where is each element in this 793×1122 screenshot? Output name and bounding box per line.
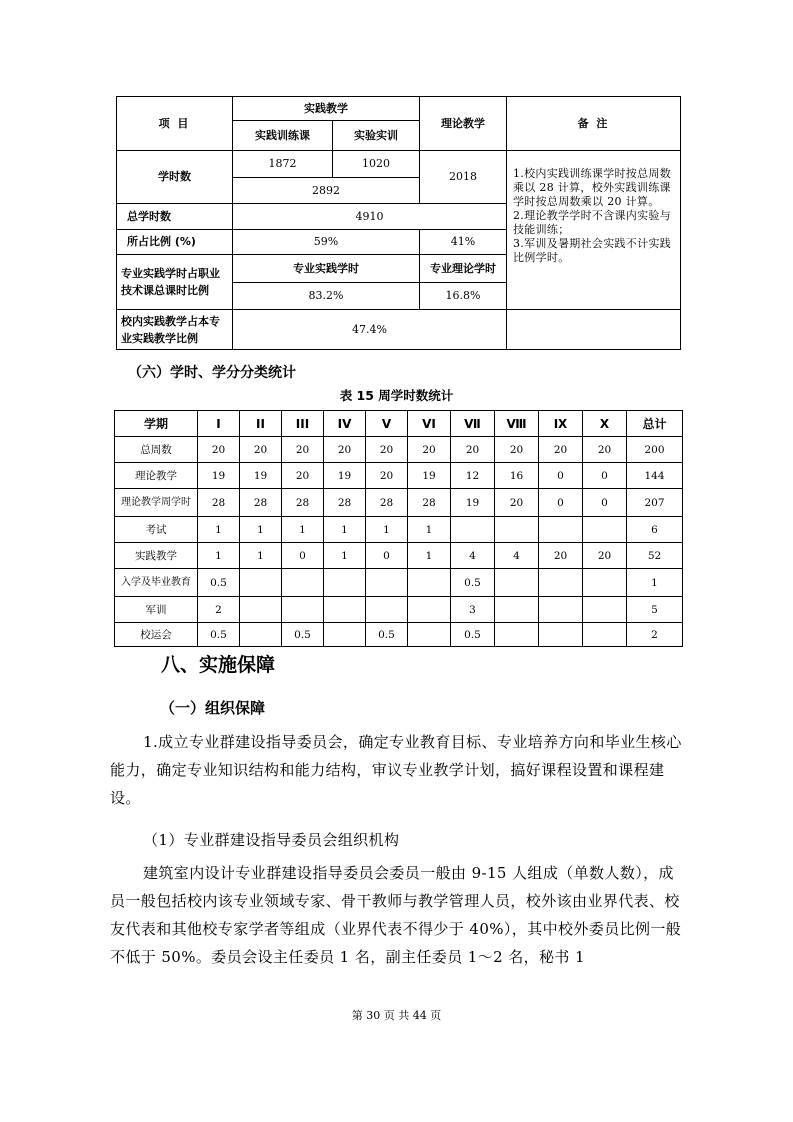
table-cell: 19 — [240, 463, 282, 489]
practice-theory-summary-table — [116, 96, 681, 350]
row-label: 理论教学周学时 — [115, 489, 198, 517]
header-item: 项 目 — [117, 97, 233, 151]
table-cell — [539, 569, 583, 597]
hours-practice-training: 1872 — [233, 151, 333, 178]
subsection-1-title: （一）组织保障 — [160, 699, 266, 717]
row-label: 总周数 — [115, 437, 198, 463]
table-cell: 1 — [198, 517, 240, 543]
table-cell: 19 — [451, 489, 495, 517]
table-cell — [324, 597, 366, 623]
table-cell: 0 — [539, 489, 583, 517]
table-cell — [282, 569, 324, 597]
hours-label: 学时数 — [117, 151, 233, 204]
table-cell: 20 — [282, 437, 324, 463]
table-cell — [495, 569, 539, 597]
table-cell: 0.5 — [198, 623, 240, 647]
table-cell — [539, 597, 583, 623]
weekly-hours-table — [114, 410, 683, 647]
hours-lab-training: 1020 — [333, 151, 420, 178]
table-cell: 16 — [495, 463, 539, 489]
campus-ratio-value: 47.4% — [233, 310, 507, 350]
table-cell: 20 — [583, 543, 627, 569]
header-col-7: Ⅶ — [451, 411, 495, 437]
table-cell: 5 — [627, 597, 683, 623]
campus-ratio-note-empty — [507, 310, 681, 350]
table-cell: 20 — [451, 437, 495, 463]
table-cell — [240, 597, 282, 623]
table-cell: 0 — [583, 463, 627, 489]
table-cell — [240, 623, 282, 647]
page-footer: 第 30 页 共 44 页 — [351, 1009, 442, 1022]
table-cell: 0.5 — [198, 569, 240, 597]
table-cell — [583, 517, 627, 543]
table-cell: 1 — [324, 543, 366, 569]
table-cell: 2 — [198, 597, 240, 623]
table-cell: 20 — [366, 463, 408, 489]
table-cell: 28 — [366, 489, 408, 517]
table-cell: 207 — [627, 489, 683, 517]
table-cell: 20 — [539, 543, 583, 569]
table-header-row — [115, 411, 683, 437]
row-label: 实践教学 — [115, 543, 198, 569]
table-cell — [240, 569, 282, 597]
note-3: 3.军训及暑期社会实践不计实践比例学时。 — [513, 237, 671, 264]
table-cell: 20 — [495, 437, 539, 463]
header-theory: 理论教学 — [420, 97, 507, 151]
row-label: 考试 — [115, 517, 198, 543]
paragraph-3: 建筑室内设计专业群建设指导委员会委员一般由 9-15 人组成（单数人数），成员一般包括校内该专业领域专家、骨干教师与教学管理人员，校外该由业界代表、校友代表和其他校专家学者等组成（业界代表不得少于 40%），其中校外委员比例一般不低于 50%。委员会设主任委员 1 名，副主任委员 1～2 名，秘书 1 — [110, 864, 682, 966]
table-cell: 0 — [282, 543, 324, 569]
table-cell: 1 — [324, 517, 366, 543]
table-cell: 1 — [282, 517, 324, 543]
table-cell — [583, 623, 627, 647]
header-col-8: Ⅷ — [495, 411, 539, 437]
paragraph-2: （1）专业群建设指导委员会组织机构 — [143, 831, 400, 849]
table-cell — [451, 517, 495, 543]
ratio-practice: 59% — [233, 230, 420, 255]
table-cell: 20 — [583, 437, 627, 463]
table-cell: 1 — [198, 543, 240, 569]
remarks-notes — [507, 151, 681, 310]
header-col-6: VI — [408, 411, 451, 437]
table-cell: 20 — [198, 437, 240, 463]
table-cell — [282, 597, 324, 623]
header-lab-training: 实验实训 — [333, 121, 420, 151]
table-cell: 3 — [451, 597, 495, 623]
table-cell: 200 — [627, 437, 683, 463]
table-cell: 4 — [451, 543, 495, 569]
table-cell: 0 — [539, 463, 583, 489]
table-cell: 1 — [408, 517, 451, 543]
table-cell: 19 — [324, 463, 366, 489]
table-cell — [583, 569, 627, 597]
ratio-label: 所占比例 (%) — [117, 230, 233, 255]
table-cell: 20 — [408, 437, 451, 463]
table-cell — [583, 597, 627, 623]
table-cell: 0.5 — [451, 623, 495, 647]
header-col-4: IV — [324, 411, 366, 437]
header-col-10: X — [583, 411, 627, 437]
chapter-8-title: 八、实施保障 — [161, 654, 276, 676]
header-practice: 实践教学 — [233, 97, 420, 121]
table-cell: 20 — [539, 437, 583, 463]
header-col-3: III — [282, 411, 324, 437]
total-hours-label: 总学时数 — [117, 204, 233, 230]
note-2: 2.理论教学学时不含课内实验与技能训练； — [513, 209, 671, 236]
table-cell: 0.5 — [451, 569, 495, 597]
table-row — [115, 543, 683, 569]
table-cell: 20 — [366, 437, 408, 463]
row-label: 理论教学 — [115, 463, 198, 489]
table-cell: 1 — [408, 543, 451, 569]
table-cell: 4 — [495, 543, 539, 569]
table-cell: 20 — [495, 489, 539, 517]
hours-practice-total: 2892 — [233, 178, 420, 204]
note-1: 1.校内实践训练课学时按总周数乘以 28 计算，校外实践训练课学时按总周数乘以 20 计算。 — [513, 167, 671, 208]
table-row — [115, 489, 683, 517]
header-col-1: I — [198, 411, 240, 437]
header-semester: 学期 — [115, 411, 198, 437]
table-cell — [495, 623, 539, 647]
table-cell: 6 — [627, 517, 683, 543]
table-cell: 52 — [627, 543, 683, 569]
table-row — [115, 623, 683, 647]
table-cell — [539, 623, 583, 647]
table-cell: 1 — [366, 517, 408, 543]
prof-ratio-label: 专业实践学时占职业技术课总课时比例 — [117, 255, 233, 310]
table-cell: 1 — [627, 569, 683, 597]
table-cell — [366, 569, 408, 597]
header-col-9: Ⅸ — [539, 411, 583, 437]
table-row — [115, 463, 683, 489]
campus-ratio-label: 校内实践教学占本专业实践教学比例 — [117, 310, 233, 350]
table-15-caption: 表 15 周学时数统计 — [339, 388, 454, 403]
table-cell — [539, 517, 583, 543]
table-cell: 20 — [240, 437, 282, 463]
table-cell — [366, 597, 408, 623]
table-cell — [408, 597, 451, 623]
total-hours-value: 4910 — [233, 204, 507, 230]
header-practice-training: 实践训练课 — [233, 121, 333, 151]
table-row — [115, 437, 683, 463]
table-cell: 28 — [198, 489, 240, 517]
table-cell: 28 — [282, 489, 324, 517]
table-cell: 28 — [408, 489, 451, 517]
table-cell — [495, 517, 539, 543]
table-cell: 144 — [627, 463, 683, 489]
table-cell: 1 — [240, 543, 282, 569]
prof-theory-value: 16.8% — [420, 283, 507, 310]
table-cell — [408, 569, 451, 597]
table-cell: 28 — [324, 489, 366, 517]
table-cell — [495, 597, 539, 623]
ratio-theory: 41% — [420, 230, 507, 255]
table-row — [115, 517, 683, 543]
row-label: 军训 — [115, 597, 198, 623]
paragraph-1: 1.成立专业群建设指导委员会，确定专业教育目标、专业培养方向和毕业生核心能力，确定专业知识结构和能力结构，审议专业教学计划，搞好课程设置和课程建设。 — [110, 733, 682, 807]
row-label: 校运会 — [115, 623, 198, 647]
table-cell: 19 — [408, 463, 451, 489]
prof-theory-header: 专业理论学时 — [420, 255, 507, 283]
header-col-11: 总计 — [627, 411, 683, 437]
table-cell — [408, 623, 451, 647]
table-cell — [324, 569, 366, 597]
table-row — [115, 569, 683, 597]
header-col-2: II — [240, 411, 282, 437]
table-cell: 19 — [198, 463, 240, 489]
table-cell: 2 — [627, 623, 683, 647]
table-cell: 1 — [240, 517, 282, 543]
table-cell: 0 — [583, 489, 627, 517]
table-cell: 0 — [366, 543, 408, 569]
table-cell: 28 — [240, 489, 282, 517]
table-cell: 0.5 — [366, 623, 408, 647]
table-cell — [324, 623, 366, 647]
table-row — [115, 597, 683, 623]
hours-theory: 2018 — [420, 151, 507, 204]
header-remarks: 备 注 — [507, 97, 681, 151]
header-col-5: V — [366, 411, 408, 437]
section-6-title: （六）学时、学分分类统计 — [128, 365, 296, 381]
table-cell: 20 — [324, 437, 366, 463]
row-label: 入学及毕业教育 — [115, 569, 198, 597]
prof-practice-header: 专业实践学时 — [233, 255, 420, 283]
table-cell: 20 — [282, 463, 324, 489]
prof-practice-value: 83.2% — [233, 283, 420, 310]
table-cell: 12 — [451, 463, 495, 489]
table-cell: 0.5 — [282, 623, 324, 647]
